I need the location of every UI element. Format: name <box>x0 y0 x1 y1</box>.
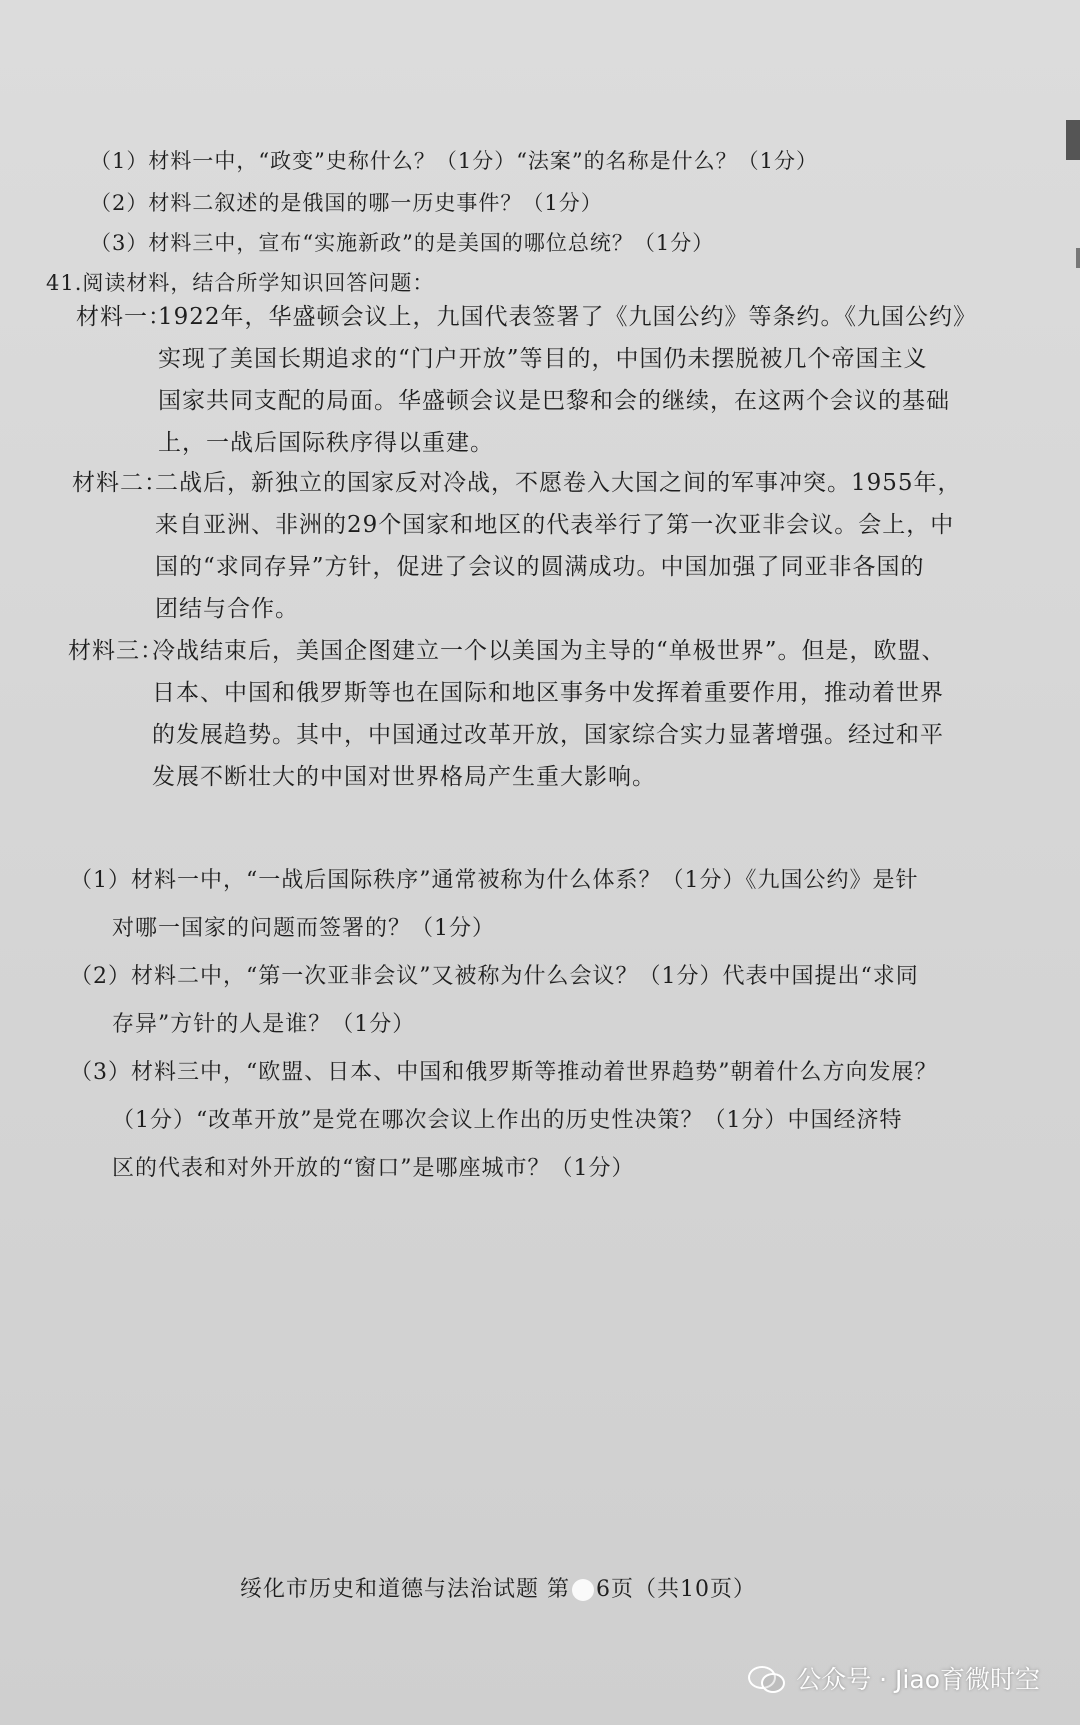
question-41-1-line-2: 对哪一国家的问题而签署的？（1分） <box>112 916 495 941</box>
material-2-line-2: 来自亚洲、非洲的29个国家和地区的代表举行了第一次亚非会议。会上，中 <box>155 512 955 538</box>
prev-question-2: （2）材料二叙述的是俄国的哪一历史事件？（1分） <box>90 191 603 215</box>
material-1-line-4: 上，一战后国际秩序得以重建。 <box>158 430 494 456</box>
material-2-line-3: 国的“求同存异”方针，促进了会议的圆满成功。中国加强了同亚非各国的 <box>155 554 925 580</box>
question-41-2-line-2: 存异”方针的人是谁？（1分） <box>112 1012 416 1037</box>
material-3-label: 材料三： <box>68 638 164 664</box>
prev-question-1: （1）材料一中，“政变”史称什么？（1分）“法案”的名称是什么？（1分） <box>90 149 819 173</box>
question-41-3-line-2: （1分）“改革开放”是党在哪次会议上作出的历史性决策？（1分）中国经济特 <box>112 1108 903 1133</box>
footer-right-text: 页（共10页） <box>611 1577 756 1602</box>
material-1-line-2: 实现了美国长期追求的“门户开放”等目的，中国仍未摆脱被几个帝国主义 <box>158 346 928 372</box>
material-3-line-2: 日本、中国和俄罗斯等也在国际和地区事务中发挥着重要作用，推动着世界 <box>152 680 944 706</box>
material-3-line-3: 的发展趋势。其中，中国通过改革开放，国家综合实力显著增强。经过和平 <box>152 722 944 748</box>
material-2-label: 材料二： <box>72 470 168 496</box>
material-2-line-1: 二战后，新独立的国家反对冷战，不愿卷入大国之间的军事冲突。1955年， <box>155 470 962 496</box>
page-marker-dot <box>572 1579 594 1601</box>
footer-left-text: 绥化市历史和道德与法治试题 第 <box>240 1577 570 1602</box>
material-3-line-4: 发展不断壮大的中国对世界格局产生重大影响。 <box>152 764 656 790</box>
watermark-text: 公众号 · Jiao育微时空 <box>796 1665 1040 1694</box>
watermark <box>748 1660 1040 1696</box>
page-footer <box>240 1572 756 1603</box>
wechat-icon <box>748 1664 784 1692</box>
question-41-3-line-1: （3）材料三中，“欧盟、日本、中国和俄罗斯等推动着世界趋势”朝着什么方向发展？ <box>70 1060 938 1085</box>
material-1-line-3: 国家共同支配的局面。华盛顿会议是巴黎和会的继续，在这两个会议的基础 <box>158 388 950 414</box>
material-3-line-1: 冷战结束后，美国企图建立一个以美国为主导的“单极世界”。但是，欧盟、 <box>152 638 946 664</box>
prev-question-3: （3）材料三中，宣布“实施新政”的是美国的哪位总统？（1分） <box>90 231 715 255</box>
footer-page-number: 6 <box>596 1577 611 1602</box>
scan-edge-mark <box>1066 120 1080 160</box>
scan-edge-mark-small <box>1076 248 1080 268</box>
question-41-header: 41.阅读材料，结合所学知识回答问题： <box>46 271 435 295</box>
material-1-line-1: 1922年，华盛顿会议上，九国代表签署了《九国公约》等条约。《九国公约》 <box>158 304 978 330</box>
question-41-3-line-3: 区的代表和对外开放的“窗口”是哪座城市？（1分） <box>112 1156 635 1181</box>
material-1-label: 材料一： <box>76 304 172 330</box>
question-41-2-line-1: （2）材料二中，“第一次亚非会议”又被称为什么会议？（1分）代表中国提出“求同 <box>70 964 919 989</box>
question-41-1-line-1: （1）材料一中，“一战后国际秩序”通常被称为什么体系？（1分）《九国公约》是针 <box>70 868 919 893</box>
material-2-line-4: 团结与合作。 <box>155 596 299 622</box>
